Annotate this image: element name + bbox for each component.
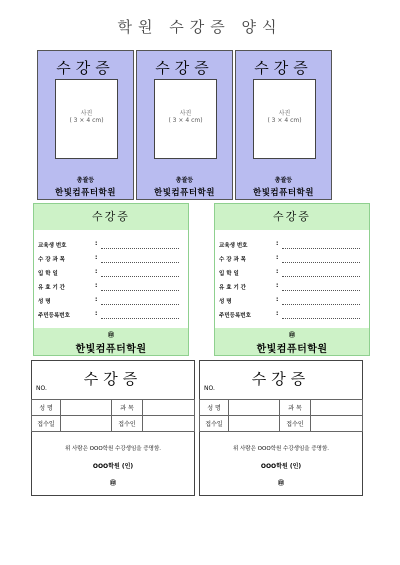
- table-cell-blank[interactable]: [61, 416, 112, 432]
- number-label: NO.: [204, 385, 215, 392]
- table-id-card: [31, 360, 195, 496]
- photo-size: ( 3 × 4 cm): [168, 117, 203, 124]
- card-heading: 수강증: [56, 59, 115, 77]
- field-label: 성 명: [38, 299, 51, 305]
- green-id-card: [214, 203, 370, 356]
- table-cell-blank[interactable]: [311, 400, 363, 416]
- table-cell-blank[interactable]: [229, 416, 280, 432]
- field-row: [219, 296, 364, 307]
- academy-head-signature: OOO학원 (인): [260, 463, 302, 470]
- field-label: 수 강 과 목: [38, 257, 65, 263]
- seal-mark: ㊞: [109, 480, 116, 487]
- field-label: 교육생 번호: [38, 243, 67, 249]
- seal-mark: ㊞: [288, 332, 295, 339]
- field-row: [38, 268, 183, 279]
- field-colon: :: [95, 310, 98, 317]
- field-label: 입 학 일: [38, 271, 58, 277]
- page-title: 학원 수강증 양식: [117, 18, 283, 36]
- field-row: [219, 282, 364, 293]
- field-row: [38, 254, 183, 265]
- table-id-card: [199, 360, 363, 496]
- field-blank[interactable]: [282, 290, 360, 291]
- photo-box: [154, 79, 217, 159]
- field-blank[interactable]: [282, 276, 360, 277]
- field-row: [38, 240, 183, 251]
- photo-box: [55, 79, 118, 159]
- field-label: 유 효 기 간: [219, 285, 246, 291]
- table-row: [32, 400, 195, 416]
- field-blank[interactable]: [101, 248, 179, 249]
- field-blank[interactable]: [282, 262, 360, 263]
- academy-name: 한빛컴퓨터학원: [256, 344, 328, 355]
- card-heading: 수강증: [92, 210, 130, 223]
- field-colon: :: [276, 296, 279, 303]
- field-row: [219, 310, 364, 321]
- table-row: [32, 416, 195, 432]
- field-label: 주민등록번호: [38, 313, 70, 319]
- field-label: 수 강 과 목: [219, 257, 246, 263]
- card-heading: 수강증: [251, 370, 311, 388]
- academy-name: 한빛컴퓨터학원: [75, 344, 147, 355]
- table-cell: 과 목: [112, 400, 143, 416]
- field-blank[interactable]: [282, 248, 360, 249]
- rank-label: 총괄등: [76, 177, 95, 184]
- table-cell-blank[interactable]: [61, 400, 112, 416]
- field-row: [38, 282, 183, 293]
- academy-name: 한빛컴퓨터학원: [154, 188, 215, 198]
- photo-label: 사진: [179, 110, 192, 117]
- green-id-card: [33, 203, 189, 356]
- table-cell: 접수인: [112, 416, 143, 432]
- field-label: 입 학 일: [219, 271, 239, 277]
- table-cell: 접수인: [280, 416, 311, 432]
- field-row: [38, 310, 183, 321]
- info-table: [199, 399, 363, 432]
- field-blank[interactable]: [282, 304, 360, 305]
- purple-id-card: [235, 50, 332, 200]
- table-cell-blank[interactable]: [229, 400, 280, 416]
- table-row: [200, 400, 363, 416]
- number-label: NO.: [36, 385, 47, 392]
- table-cell: 성 명: [200, 400, 229, 416]
- photo-label: 사진: [278, 110, 291, 117]
- seal-mark: ㊞: [277, 480, 284, 487]
- table-cell: 접수일: [200, 416, 229, 432]
- field-colon: :: [276, 254, 279, 261]
- table-cell: 과 목: [280, 400, 311, 416]
- card-heading: 수강증: [155, 59, 214, 77]
- seal-mark: ㊞: [107, 332, 114, 339]
- field-label: 성 명: [219, 299, 232, 305]
- field-blank[interactable]: [101, 318, 179, 319]
- field-row: [38, 296, 183, 307]
- field-label: 유 효 기 간: [38, 285, 65, 291]
- field-colon: :: [95, 254, 98, 261]
- table-cell-blank[interactable]: [311, 416, 363, 432]
- table-cell: 성 명: [32, 400, 61, 416]
- rank-label: 총괄등: [175, 177, 194, 184]
- field-blank[interactable]: [101, 304, 179, 305]
- info-table: [31, 399, 195, 432]
- field-colon: :: [95, 282, 98, 289]
- card-heading: 수강증: [273, 210, 311, 223]
- field-row: [219, 240, 364, 251]
- field-colon: :: [95, 296, 98, 303]
- field-label: 주민등록번호: [219, 313, 251, 319]
- field-colon: :: [95, 268, 98, 275]
- academy-name: 한빛컴퓨터학원: [55, 188, 116, 198]
- photo-label: 사진: [80, 110, 93, 117]
- field-colon: :: [276, 310, 279, 317]
- photo-size: ( 3 × 4 cm): [267, 117, 302, 124]
- card-header-band: [215, 204, 369, 230]
- table-cell: 접수일: [32, 416, 61, 432]
- purple-id-card: [136, 50, 233, 200]
- field-label: 교육생 번호: [219, 243, 248, 249]
- field-blank[interactable]: [101, 262, 179, 263]
- certification-text: 위 사람은 OOO학원 수강생임을 증명함.: [232, 446, 330, 452]
- card-heading: 수강증: [254, 59, 313, 77]
- field-colon: :: [95, 240, 98, 247]
- field-colon: :: [276, 240, 279, 247]
- certification-text: 위 사람은 OOO학원 수강생임을 증명함.: [64, 446, 162, 452]
- field-colon: :: [276, 268, 279, 275]
- field-blank[interactable]: [101, 290, 179, 291]
- field-row: [219, 268, 364, 279]
- academy-name: 한빛컴퓨터학원: [253, 188, 314, 198]
- table-row: [200, 416, 363, 432]
- field-blank[interactable]: [101, 276, 179, 277]
- table-cell-blank[interactable]: [143, 416, 195, 432]
- photo-size: ( 3 × 4 cm): [69, 117, 104, 124]
- card-header-band: [34, 204, 188, 230]
- photo-box: [253, 79, 316, 159]
- academy-head-signature: OOO학원 (인): [92, 463, 134, 470]
- purple-id-card: [37, 50, 134, 200]
- table-cell-blank[interactable]: [143, 400, 195, 416]
- field-row: [219, 254, 364, 265]
- field-colon: :: [276, 282, 279, 289]
- field-blank[interactable]: [282, 318, 360, 319]
- rank-label: 총괄등: [274, 177, 293, 184]
- card-heading: 수강증: [83, 370, 143, 388]
